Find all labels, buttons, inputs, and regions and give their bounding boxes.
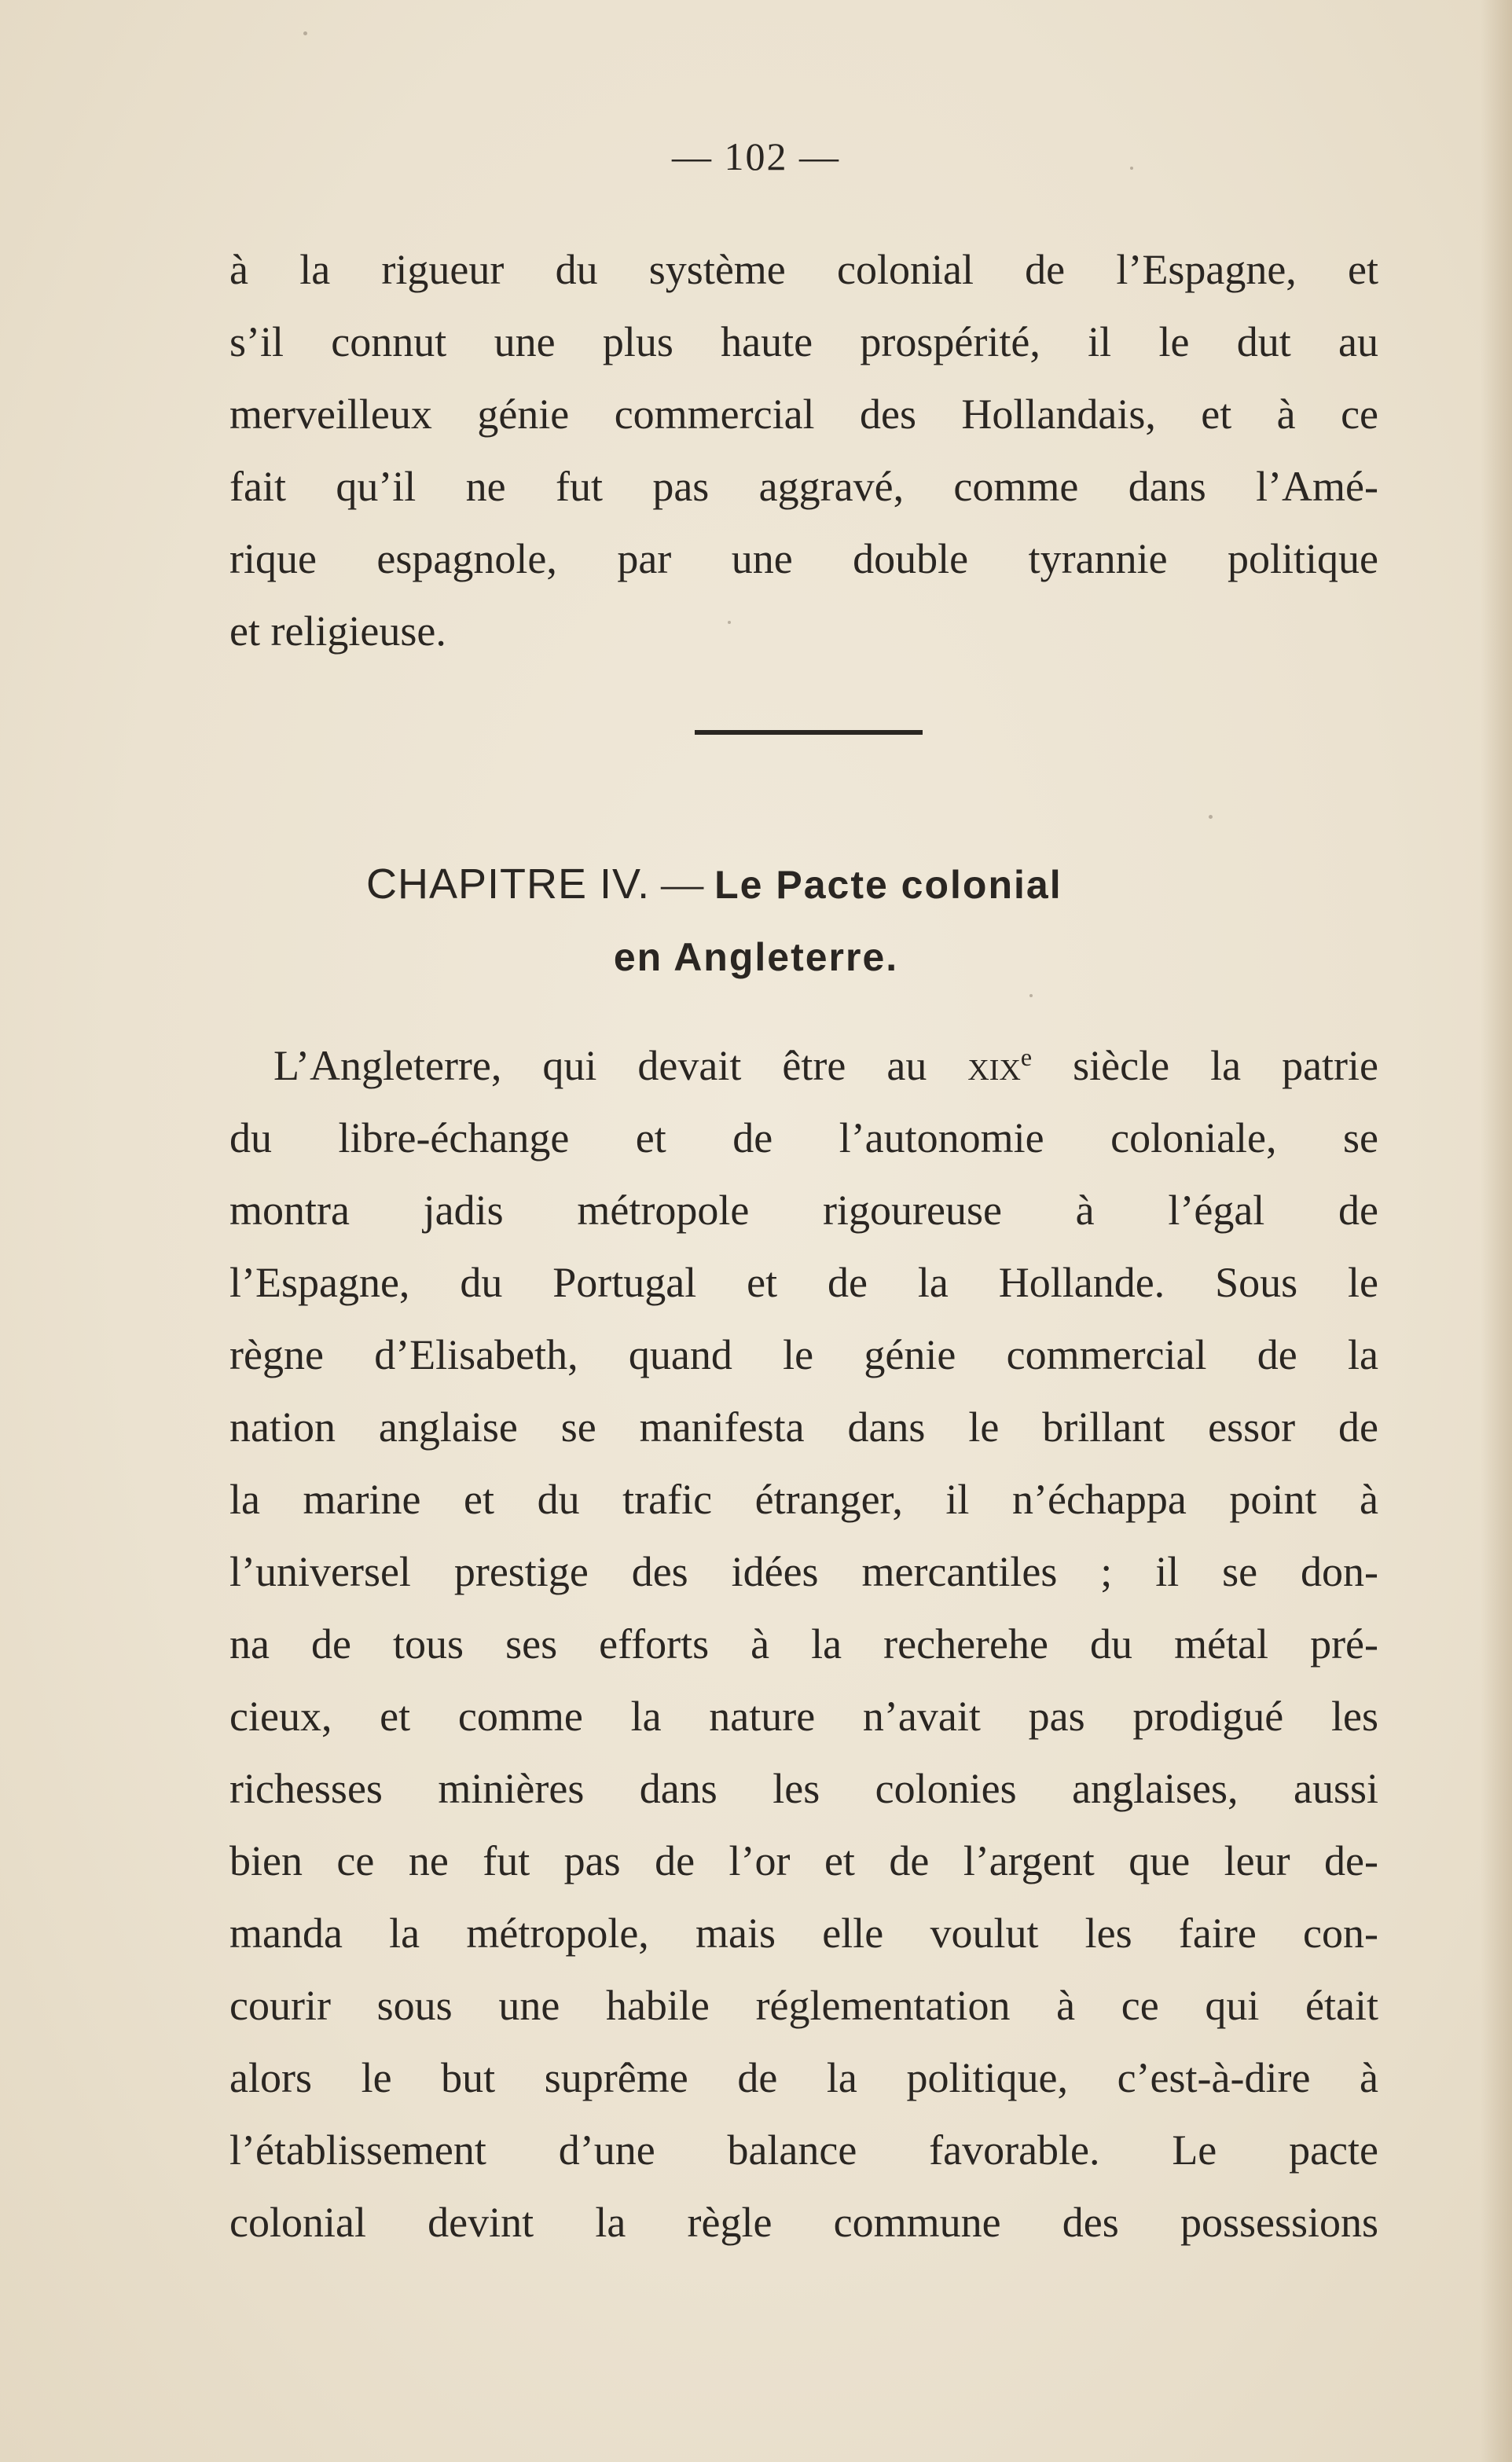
text-line: cieux, et comme la nature n’avait pas prodigué les — [229, 1693, 1378, 1740]
text-line: rique espagnole, par une double tyrannie politique — [229, 535, 1378, 582]
paper-speck — [1209, 815, 1213, 819]
text-line: nation anglaise se manifesta dans le brillant essor de — [229, 1403, 1378, 1451]
text-line: du libre-échange et de l’autonomie coloniale, se — [229, 1114, 1378, 1161]
text-line: colonial devint la règle commune des possessions — [229, 2199, 1378, 2246]
text-line: courir sous une habile réglementation à ce qui était — [229, 1982, 1378, 2029]
text-line: l’établissement d’une balance favorable. Le pacte — [229, 2126, 1378, 2174]
text-line: richesses minières dans les colonies anglaises, aussi — [229, 1765, 1378, 1812]
paragraph-1 — [229, 233, 1378, 667]
paragraph-2 — [229, 1029, 1378, 2258]
text-line: fait qu’il ne fut pas aggravé, comme dans l’Amé- — [229, 463, 1378, 510]
line-text: L’Angleterre, qui devait être au — [273, 1042, 968, 1089]
text-line: na de tous ses efforts à la recherehe du métal pré- — [229, 1620, 1378, 1668]
text-line: manda la métropole, mais elle voulut les faire con- — [229, 1910, 1378, 1957]
text-line: merveilleux génie commercial des Hollandais, et à ce — [229, 391, 1378, 438]
chapter-dash: — — [661, 860, 704, 908]
chapter-title-continued: en Angleterre. — [613, 935, 899, 979]
text-line: l’universel prestige des idées mercantiles ; il se don- — [229, 1548, 1378, 1595]
chapter-title: Le Pacte colonial — [714, 863, 1062, 907]
text-line: alors le but suprême de la politique, c’est-à-dire à — [229, 2054, 1378, 2101]
page-edge-shadow — [1481, 0, 1512, 2462]
chapter-label: CHAPITRE IV. — [366, 860, 651, 908]
paper-speck — [1130, 167, 1133, 170]
chapter-heading — [366, 853, 1270, 915]
text-line: et religieuse. — [229, 607, 446, 655]
text-line: s’il connut une plus haute prospérité, il le dut au — [229, 318, 1378, 365]
text-line: à la rigueur du système colonial de l’Espagne, et — [229, 246, 1378, 293]
text-line: la marine et du trafic étranger, il n’échappa point à — [229, 1476, 1378, 1523]
text-line: l’Espagne, du Portugal et de la Hollande. Sous le — [229, 1259, 1378, 1306]
century-superscript: e — [1020, 1043, 1033, 1071]
section-divider — [695, 730, 923, 735]
text-line: bien ce ne fut pas de l’or et de l’argent que leur de- — [229, 1837, 1378, 1884]
text-line: règne d’Elisabeth, quand le génie commercial de la — [229, 1331, 1378, 1378]
text-line — [229, 1029, 1378, 1102]
paper-speck — [728, 621, 731, 624]
century-numeral: xix — [967, 1042, 1021, 1089]
paper-speck — [1029, 994, 1033, 997]
line-text: siècle la patrie — [1032, 1042, 1378, 1089]
text-line: montra jadis métropole rigoureuse à l’égal de — [229, 1187, 1378, 1234]
paper-speck — [303, 31, 307, 35]
page-number: — 102 — — [672, 134, 840, 178]
